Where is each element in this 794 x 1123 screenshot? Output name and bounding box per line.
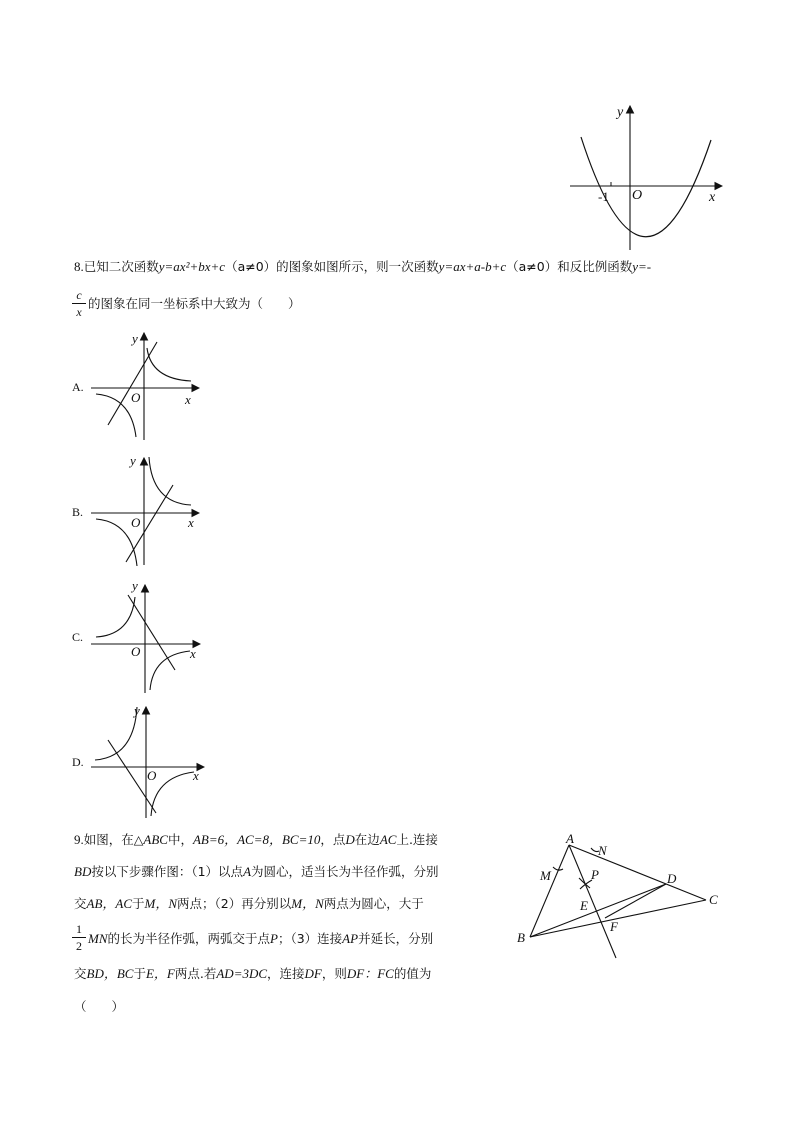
svg-text:y: y xyxy=(130,453,136,468)
q9-fraction-half: 1 2 xyxy=(72,922,86,953)
svg-text:x: x xyxy=(193,768,199,783)
svg-text:E: E xyxy=(580,898,588,913)
q8-frac-den: x xyxy=(76,305,82,319)
q9-segment-bd xyxy=(530,884,666,937)
svg-text:O: O xyxy=(131,390,141,405)
q8-text: 和反比例函数 xyxy=(557,259,633,274)
q8-math: y=ax+a-b+c xyxy=(438,259,507,274)
q9-line-1: 9.如图，在△ABC中，AB=6，AC=8，BC=10，点D在边AC上.连接 xyxy=(74,832,438,847)
svg-text:A: A xyxy=(566,831,574,846)
q8-label-x: x xyxy=(709,190,716,205)
q9-side-bc xyxy=(530,900,706,937)
q9-line-3: 交AB，AC于M，N两点；（2）再分别以M，N两点为圆心，大于 xyxy=(74,896,424,911)
svg-text:x: x xyxy=(190,646,196,661)
option-b-label[interactable]: B. xyxy=(72,505,84,519)
q8-math: y=- xyxy=(632,259,652,274)
option-a-label[interactable]: A. xyxy=(72,380,84,394)
svg-text:x: x xyxy=(185,392,191,407)
q8-number: 8. xyxy=(74,259,84,274)
svg-text:y: y xyxy=(134,703,140,718)
q8-text: 已知二次函数 xyxy=(83,259,159,274)
svg-text:B: B xyxy=(517,930,525,945)
option-c-label[interactable]: C. xyxy=(72,630,84,644)
q9-answer-blank: （ ） xyxy=(74,999,125,1014)
q9-number: 9. xyxy=(74,832,84,847)
q8-frac-num: c xyxy=(76,288,82,302)
q9-segment-df xyxy=(605,884,666,918)
svg-text:M: M xyxy=(540,868,551,883)
svg-text:y: y xyxy=(132,578,138,593)
svg-text:C: C xyxy=(709,892,718,907)
q9-ray-ap xyxy=(569,845,616,958)
q8-text: （a≠0） xyxy=(506,259,558,274)
option-d-label[interactable]: D. xyxy=(72,755,84,769)
q8-math: y=ax²+bx+c xyxy=(158,259,226,274)
svg-text:O: O xyxy=(131,644,141,659)
q8-line-2: 的图象在同一坐标系中大致为（ ） xyxy=(88,296,301,311)
svg-text:D: D xyxy=(667,871,677,886)
q9-arc-p1 xyxy=(579,878,590,888)
svg-text:N: N xyxy=(598,843,607,858)
q8-label-y: y xyxy=(617,105,624,120)
q8-label-minus-1: -1 xyxy=(598,189,609,204)
q9-side-ac xyxy=(569,845,706,900)
q8-label-origin: O xyxy=(632,188,643,203)
svg-text:P: P xyxy=(591,867,599,882)
svg-text:O: O xyxy=(131,515,141,530)
svg-text:x: x xyxy=(188,515,194,530)
q8-text: （a≠0） xyxy=(225,259,277,274)
svg-text:y: y xyxy=(132,331,138,346)
svg-text:O: O xyxy=(147,768,157,783)
q9-line-4: MN的长为半径作弧，两弧交于点P；（3）连接AP并延长，分别 xyxy=(88,931,434,946)
q8-text: 的图象如图所示，则一次函数 xyxy=(276,259,439,274)
q9-side-ab xyxy=(530,845,569,937)
q9-arc-m xyxy=(553,867,563,870)
svg-text:F: F xyxy=(610,919,618,934)
q9-line-2: BD按以下步骤作图：（1）以点A为圆心，适当长为半径作弧，分别 xyxy=(74,864,439,879)
q9-line-5: 交BD，BC于E，F两点.若AD=3DC，连接DF，则DF：FC的值为 xyxy=(74,966,432,981)
